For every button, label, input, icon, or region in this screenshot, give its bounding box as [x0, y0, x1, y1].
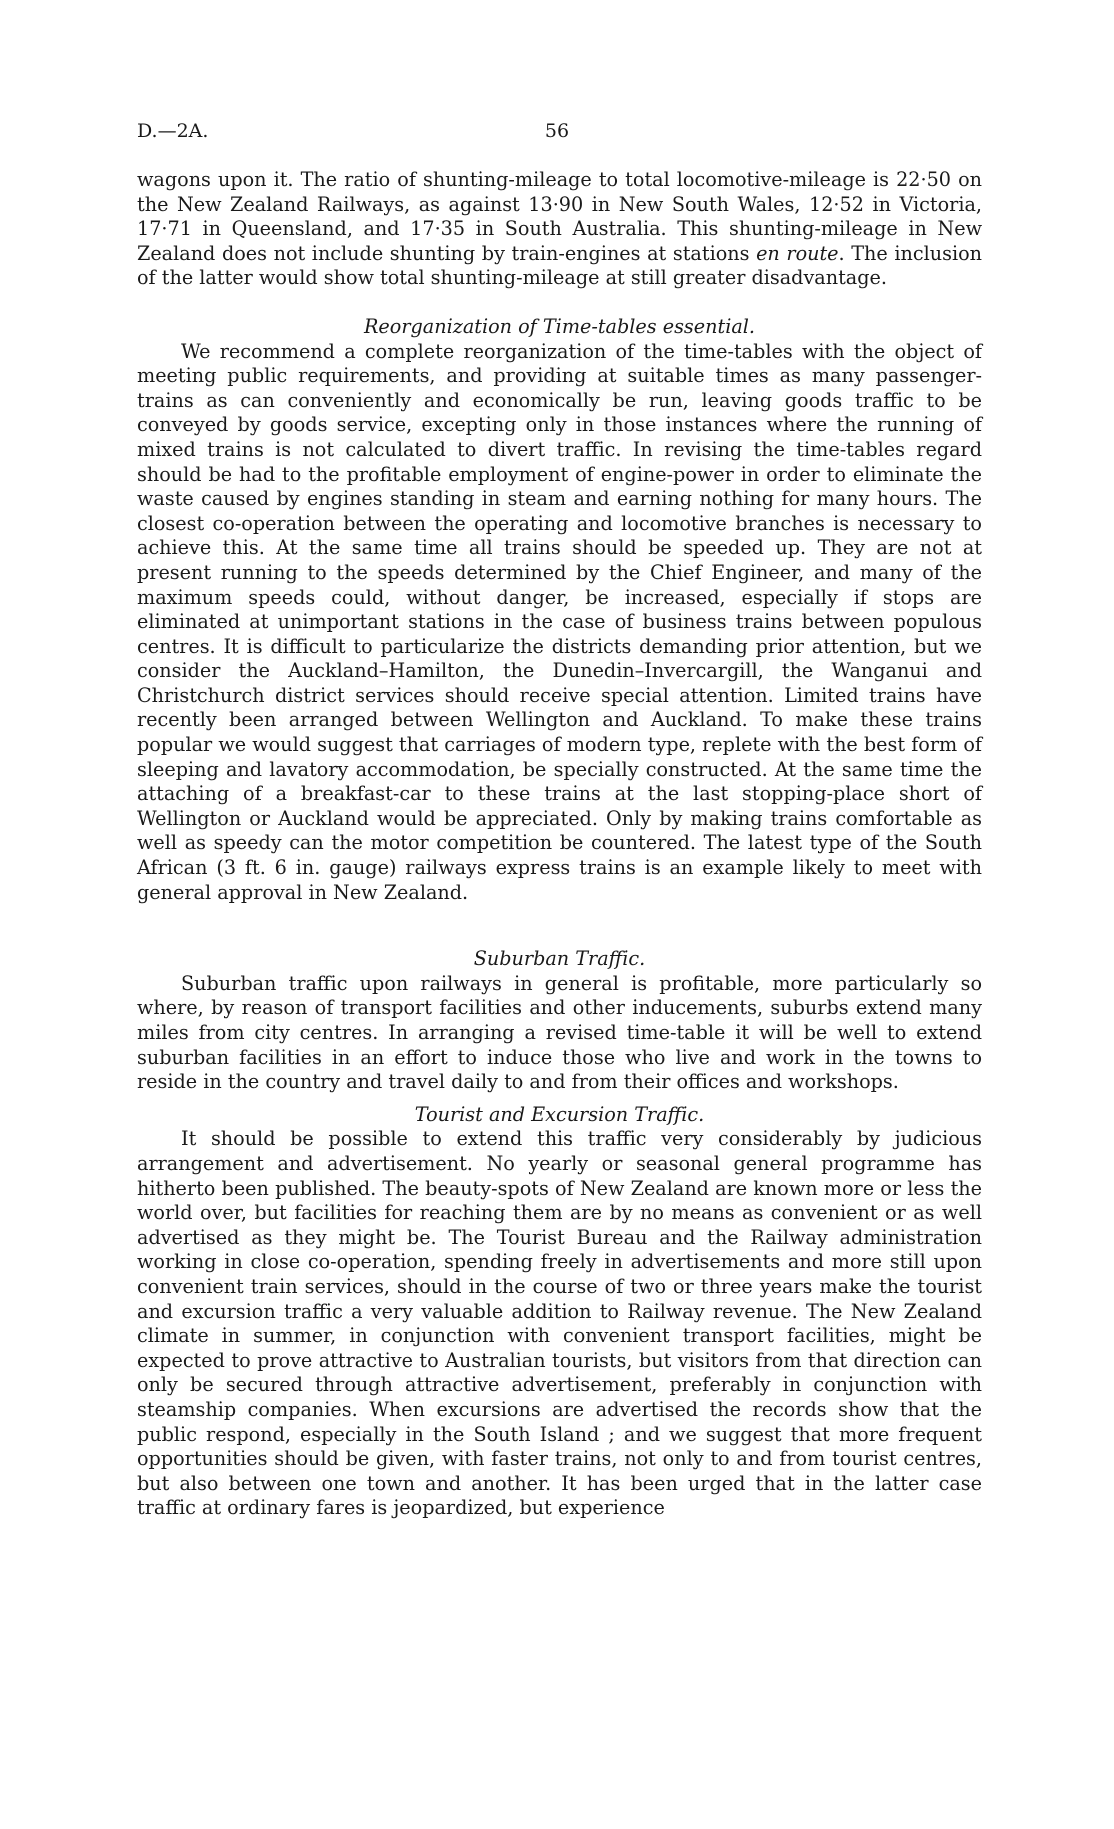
- body-paragraph: [137, 340, 982, 906]
- italic-text: en route: [756, 241, 839, 265]
- body-paragraph: [137, 1127, 982, 1521]
- body-paragraph: [137, 168, 982, 291]
- paragraph-text: . The inclusion of the latter would show total shunting-mileage at still greater disadvantage.: [137, 241, 982, 290]
- section-heading: Reorganization of Time-tables essential.: [363, 314, 756, 338]
- document-reference: D.—2A.: [137, 120, 209, 142]
- section-spacer: [137, 905, 982, 947]
- page-number: 56: [544, 120, 570, 142]
- section-spacer: [137, 1095, 982, 1103]
- body-paragraph: [137, 972, 982, 1095]
- paragraph-text: Suburban traffic upon railways in general is profitable, more particularly so where, by reason of transport facilities and other inducements, suburbs extend many miles from city centres. In arranging a revised time-table it will be well to extend suburban facilities in an effort to induce those who live and work in the towns to reside in the country and travel daily to and from their offices and workshops.: [137, 971, 982, 1094]
- section-heading: Tourist and Excursion Traffic.: [414, 1102, 705, 1126]
- paragraph-text: wagons upon it. The ratio of shunting-mileage to total locomotive-mileage is 22·50 on the New Zealand Railways, as against 13·90 in New South Wales, 12·52 in Victoria, 17·71 in Queensland, and 17·35 in South Australia. This shunting-mileage in New Zealand does not include shunting by train-engines at stations: [137, 168, 982, 265]
- paragraph-text: It should be possible to extend this traffic very considerably by judicious arrangement and advertisement. No yearly or seasonal general programme has hitherto been published. The beauty-spots of New Zealand are known more or less the world over, but facilities for reaching them are by no means as convenient or as well advertised as they might be. The Tourist Bureau and the Railway administration working in close co-operation, spending freely in advertisements and more still upon convenient train services, should in the course of two or three years make the tourist and excursion traffic a very valuable addition to Railway revenue. The New Zealand climate in summer, in conjunction with convenient transport facilities, might be expected to prove attractive to Australian tourists, but visitors from that direction can only be secured through attractive advertisement, preferably in conjunction with steamship companies. When excursions are advertised the records show that the public respond, especially in the South Island ; and we suggest that more frequent opportunities should be given, with faster trains, not only to and from tourist centres, but also between one town and another. It has been urged that in the latter case traffic at ordinary fares is jeopardized, but experience: [137, 1127, 982, 1520]
- paragraph-text: We recommend a complete reorganization of the time-tables with the object of meeting public requirements, and providing at suitable times as many passenger-trains as can conveniently and economically be run, leaving goods traffic to be conveyed by goods service, excepting only in those instances where the running of mixed trains is not calculated to divert traffic. In revising the time-tables regard should be had to the profitable employment of engine-power in order to eliminate the waste caused by engines standing in steam and earning nothing for many hours. The closest co-operation between the operating and locomotive branches is necessary to achieve this. At the same time all trains should be speeded up. They are not at present running to the speeds determined by the Chief Engineer, and many of the maximum speeds could, without danger, be increased, especially if stops are eliminated at unimportant stations in the case of business trains between populous centres. It is difficult to particularize the districts demanding prior attention, but we consider the Auckland–Hamilton, the Dunedin–Invercargill, the Wanganui and Christchurch district services should receive special attention. Limited trains have recently been arranged between Wellington and Auckland. To make these trains popular we would suggest that carriages of modern type, replete with the best form of sleeping and lavatory accommodation, be specially constructed. At the same time the attaching of a breakfast-car to these trains at the last stopping-place short of Wellington or Auckland would be appreciated. Only by making trains comfortable as well as speedy can the motor competition be countered. The latest type of the South African (3 ft. 6 in. gauge) railways express trains is an example likely to meet with general approval in New Zealand.: [137, 339, 982, 904]
- page-header: [137, 120, 977, 150]
- section-heading: Suburban Traffic.: [473, 947, 646, 971]
- section-spacer: [137, 291, 982, 315]
- document-body: [137, 168, 982, 1521]
